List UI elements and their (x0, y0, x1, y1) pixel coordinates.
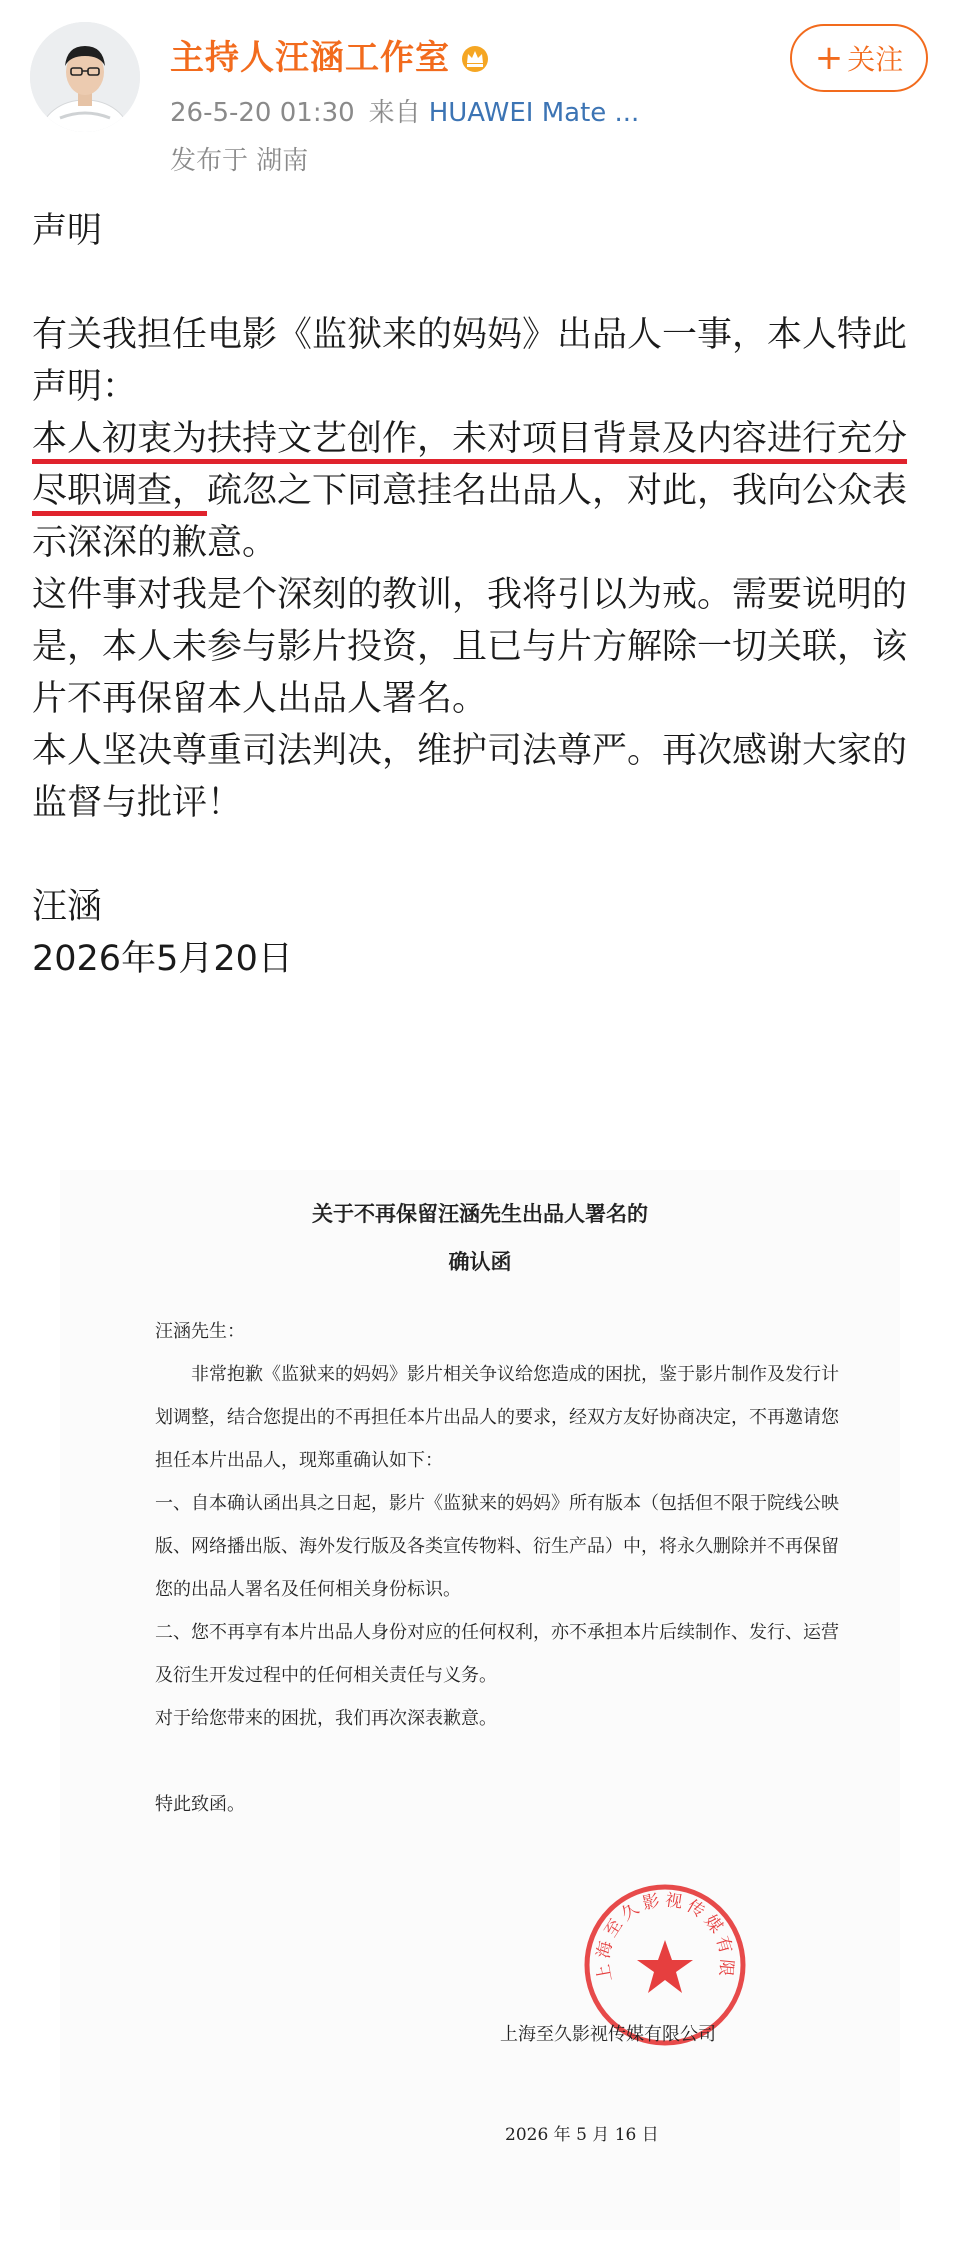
letter-closing: 特此致函。 (155, 1794, 245, 1815)
post-location: 发布于 湖南 (170, 146, 309, 176)
username[interactable] (170, 30, 492, 82)
username-text: 主持人汪涵工作室 (170, 38, 450, 78)
letter-title-line-2: 确认函 (448, 1249, 512, 1274)
follow-label: 关注 (847, 43, 904, 76)
highlight-1: 本人初衷为扶持文艺创作， (32, 419, 453, 459)
seal-text: 上海至久影视传媒有限 (593, 1890, 737, 1983)
letter-date: 2026 年 5 月 16 日 (505, 2125, 659, 2145)
letter-item-1: 一、自本确认函出具之日起，影片《监狱来的妈妈》所有版本（包括但不限于院线公映版、网络播出版、海外发行版及各类宣传物料、衍生产品）中，将永久删除并不再保留您的出品人署名及任何相关身份标识。 (155, 1493, 839, 1600)
post-body (32, 205, 932, 985)
highlight-2: 未对项目背景及内容进行充分尽职调查， (32, 419, 908, 511)
statement-paragraph-2: 这件事对我是个深刻的教训，我将引以为戒。需要说明的是，本人未参与影片投资，且已与片方解除一切关联，该片不再保留本人出品人署名。 (32, 575, 908, 719)
letter-company-name: 上海至久影视传媒有限公司 (500, 2024, 716, 2045)
statement-apology: 疏忽之下同意挂名出品人，对此，我向公众表示深深的歉意。 (32, 471, 908, 563)
statement-intro: 有关我担任电影《监狱来的妈妈》出品人一事，本人特此声明： (32, 315, 908, 407)
statement-signature: 汪涵 (32, 887, 103, 927)
post-meta (170, 92, 639, 129)
statement-title: 声明 (32, 211, 103, 251)
avatar[interactable] (30, 22, 140, 132)
letter-apology: 对于给您带来的困扰，我们再次深表歉意。 (155, 1708, 497, 1729)
device-link[interactable]: HUAWEI Mate ... (428, 98, 640, 128)
letter-salutation: 汪涵先生： (155, 1321, 245, 1342)
letter-item-2: 二、您不再享有本片出品人身份对应的任何权利，亦不承担本片后续制作、发行、运营及衍生开发过程中的任何相关责任与义务。 (155, 1622, 839, 1686)
follow-button[interactable] (790, 24, 928, 92)
crown-icon (458, 42, 492, 82)
letter-paragraph-1: 非常抱歉《监狱来的妈妈》影片相关争议给您造成的困扰，鉴于影片制作及发行计划调整，结合您提出的不再担任本片出品人的要求，经双方友好协商决定，不再邀请您担任本片出品人，现郑重确认如下： (155, 1364, 839, 1471)
letter-title-line-1: 关于不再保留汪涵先生出品人署名的 (312, 1201, 648, 1226)
statement-date: 2026年5月20日 (32, 939, 293, 979)
statement-paragraph-3: 本人坚决尊重司法判决，维护司法尊严。再次感谢大家的监督与批评！ (32, 731, 908, 823)
confirmation-letter-image[interactable] (60, 1170, 900, 2230)
plus-icon: + (814, 38, 844, 78)
letter-body (155, 1310, 855, 1826)
post-header (0, 0, 960, 185)
source-prefix: 来自 (368, 98, 421, 128)
post-timestamp: 26-5-20 01:30 (170, 98, 355, 128)
statement-paragraph-1 (32, 309, 932, 569)
